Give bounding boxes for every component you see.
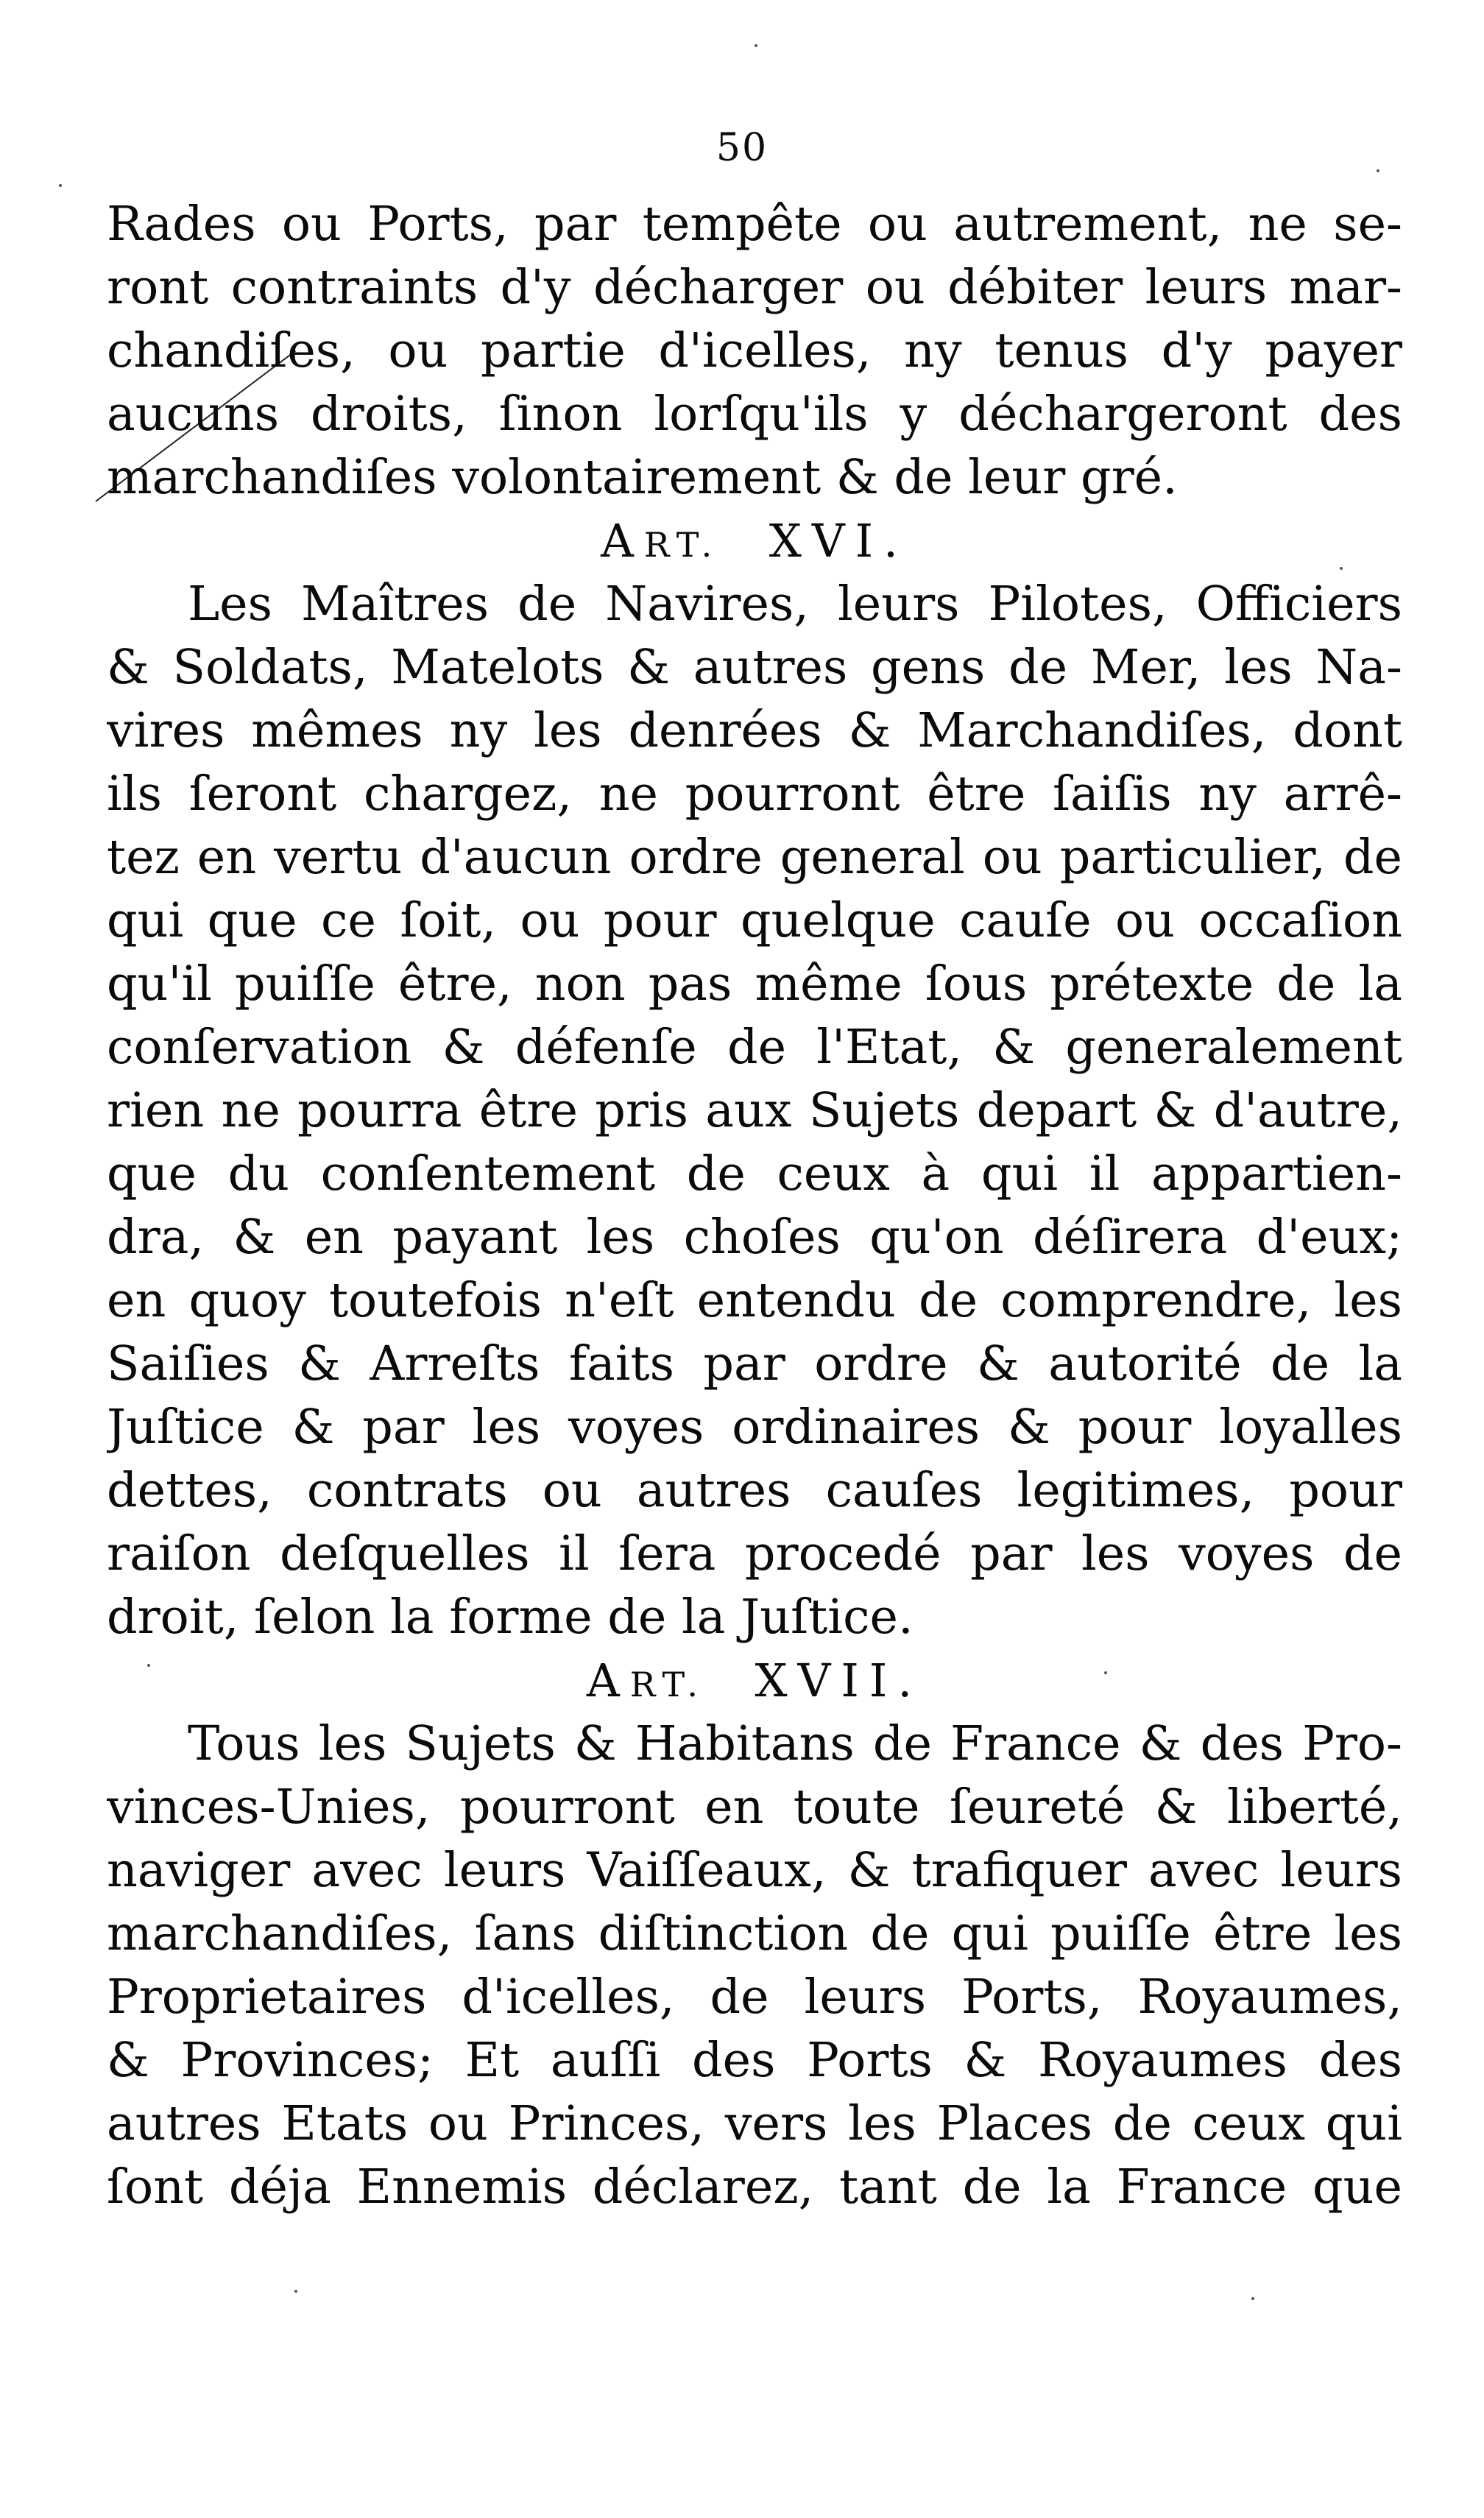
paragraph-article-xvii: [107, 1713, 1402, 2219]
text-line: autres Etats ou Princes, vers les Places de ceux qui: [107, 2096, 1402, 2151]
page-number: 50: [716, 126, 768, 170]
text-line: rien ne pourra être pris aux Sujets depart & d'autre,: [107, 1083, 1402, 1138]
heading-numeral: XVI.: [768, 514, 908, 568]
text-line: dra, & en payant les choſes qu'on déſirera d'eux;: [107, 1210, 1402, 1265]
text-line: naviger avec leurs Vaiſſeaux, & trafiquer avec leurs: [107, 1843, 1402, 1898]
text-line: chandiſes, ou partie d'icelles, ny tenus d'y payer: [107, 323, 1402, 378]
text-line: que du conſentement de ceux à qui il appartien-: [107, 1146, 1402, 1202]
article-heading: [107, 509, 1402, 573]
text-line: ront contraints d'y décharger ou débiter leurs mar-: [107, 260, 1402, 315]
text-line: & Provinces; Et auſſi des Ports & Royaumes des: [107, 2033, 1402, 2088]
text-line: Juſtice & par les voyes ordinaires & pour loyalles: [107, 1400, 1402, 1455]
scan-speck: [1377, 169, 1379, 172]
text-line: & Soldats, Matelots & autres gens de Mer, les Na-: [107, 640, 1402, 695]
heading-numeral: XVII.: [755, 1654, 923, 1707]
scan-speck: [755, 44, 757, 47]
text-line: ſont déja Ennemis déclarez, tant de la France que: [107, 2159, 1402, 2215]
text-line: Saiſies & Arreſts faits par ordre & autorité de la: [107, 1336, 1402, 1392]
scan-speck: [147, 1664, 150, 1667]
text-line: Les Maîtres de Navires, leurs Pilotes, Officiers: [188, 576, 1402, 632]
heading-smallcaps: RT.: [643, 525, 720, 565]
text-line: qu'il puiſſe être, non pas même ſous prétexte de la: [107, 956, 1402, 1012]
paragraph-article-xv-continued: [107, 193, 1402, 509]
paragraph-article-xvi: [107, 573, 1402, 1649]
article-heading: [107, 1649, 1402, 1713]
scan-speck: [294, 2290, 297, 2293]
text-line: raiſon deſquelles il ſera procedé par les voyes de: [107, 1526, 1402, 1581]
text-line: Tous les Sujets & Habitans de France & des Pro-: [188, 1716, 1402, 1771]
text-line: vires mêmes ny les denrées & Marchandiſes, dont: [107, 703, 1402, 758]
article-heading-xvi: [107, 509, 1402, 573]
heading-prefix: A: [586, 1654, 630, 1707]
text-line: vinces-Unies, pourront en toute ſeureté & liberté,: [107, 1780, 1402, 1835]
text-line: dettes, contrats ou autres cauſes legitimes, pour: [107, 1463, 1402, 1518]
text-line: conſervation & défenſe de l'Etat, & generalement: [107, 1020, 1402, 1075]
text-line: tez en vertu d'aucun ordre general ou particulier, de: [107, 830, 1402, 885]
text-line: Proprietaires d'icelles, de leurs Ports, Royaumes,: [107, 1969, 1402, 2025]
text-line: droit, ſelon la forme de la Juſtice.: [107, 1590, 914, 1645]
scan-speck: [1104, 1671, 1107, 1674]
scan-speck: [1251, 2297, 1254, 2300]
article-heading-xvii: [107, 1649, 1402, 1713]
text-line: marchandiſes, ſans diſtinction de qui puiſſe être les: [107, 1906, 1402, 1961]
text-line: en quoy toutefois n'eſt entendu de comprendre, les: [107, 1273, 1402, 1328]
heading-prefix: A: [601, 514, 644, 568]
text-line: aucuns droits, ſinon lorſqu'ils y déchargeront des: [107, 387, 1402, 442]
text-line: marchandiſes volontairement & de leur gré.: [107, 450, 1178, 505]
text-line: Rades ou Ports, par tempête ou autrement, ne se-: [107, 197, 1402, 252]
text-line: qui que ce ſoit, ou pour quelque cauſe ou occaſion: [107, 893, 1402, 948]
text-line: ils ſeront chargez, ne pourront être ſaiſis ny arrê-: [107, 766, 1402, 822]
heading-smallcaps: RT.: [629, 1665, 706, 1704]
scan-speck: [1340, 567, 1343, 570]
scan-speck: [59, 184, 62, 187]
